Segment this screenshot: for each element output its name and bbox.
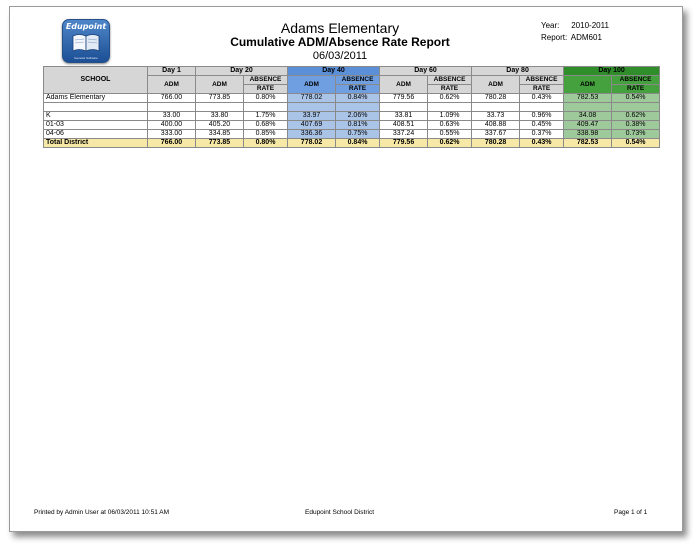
row-day60-adm: 337.24 — [380, 130, 428, 139]
row-school — [44, 103, 148, 112]
row-school: K — [44, 112, 148, 121]
row-day60-rate — [428, 103, 472, 112]
row-day80-adm: 33.73 — [472, 112, 520, 121]
row-day60-rate: 1.09% — [428, 112, 472, 121]
row-day80-rate: 0.37% — [520, 130, 564, 139]
edupoint-logo — [62, 19, 110, 63]
table-row — [44, 112, 660, 121]
row-day100-adm: 34.08 — [564, 112, 612, 121]
adm-report-table — [43, 66, 660, 148]
school-name: Adams Elementary — [280, 20, 400, 36]
day-header-row — [44, 67, 660, 76]
row-day60-rate: 0.62% — [428, 94, 472, 103]
row-day100-adm — [564, 103, 612, 112]
book-icon — [72, 33, 100, 52]
day20-rate-header: RATE — [244, 85, 288, 94]
day40-adm-header: ADM — [288, 76, 336, 94]
total-day40-rate: 0.84% — [336, 139, 380, 148]
day40-rate-header: RATE — [336, 85, 380, 94]
report-page — [9, 6, 683, 532]
row-day100-adm: 338.98 — [564, 130, 612, 139]
row-day1-adm: 400.00 — [148, 121, 196, 130]
row-day1-adm: 766.00 — [148, 94, 196, 103]
row-day1-adm — [148, 103, 196, 112]
year-meta — [541, 21, 609, 30]
total-day20-adm: 773.85 — [196, 139, 244, 148]
row-day20-rate: 0.68% — [244, 121, 288, 130]
day20-absence-header: ABSENCE — [244, 76, 288, 85]
day1-header: Day 1 — [148, 67, 196, 76]
row-day20-adm: 773.85 — [196, 94, 244, 103]
row-day40-adm: 336.36 — [288, 130, 336, 139]
day20-adm-header: ADM — [196, 76, 244, 94]
logo-subtext: Genesis Software — [74, 56, 98, 60]
total-day40-adm: 778.02 — [288, 139, 336, 148]
report-meta — [541, 33, 602, 42]
row-day40-rate: 2.06% — [336, 112, 380, 121]
row-day20-rate: 1.75% — [244, 112, 288, 121]
printed-by-text: Printed by Admin User at 06/03/2011 10:51 AM — [34, 509, 170, 516]
row-school: 01-03 — [44, 121, 148, 130]
row-day1-adm: 333.00 — [148, 130, 196, 139]
row-day40-rate — [336, 103, 380, 112]
row-day100-adm: 782.53 — [564, 94, 612, 103]
row-day80-adm: 337.67 — [472, 130, 520, 139]
total-district-row — [44, 139, 660, 148]
row-day40-rate: 0.81% — [336, 121, 380, 130]
row-day60-adm: 779.56 — [380, 94, 428, 103]
day20-header: Day 20 — [196, 67, 288, 76]
total-day60-rate: 0.62% — [428, 139, 472, 148]
row-day80-adm — [472, 103, 520, 112]
total-label: Total District — [44, 139, 148, 148]
row-day60-rate: 0.63% — [428, 121, 472, 130]
row-day80-rate: 0.45% — [520, 121, 564, 130]
row-day40-adm — [288, 103, 336, 112]
row-day80-adm: 408.88 — [472, 121, 520, 130]
row-day20-adm: 334.85 — [196, 130, 244, 139]
row-day40-adm: 407.69 — [288, 121, 336, 130]
year-label: Year: — [541, 21, 560, 30]
row-day40-rate: 0.75% — [336, 130, 380, 139]
row-day40-adm: 778.02 — [288, 94, 336, 103]
day40-absence-header: ABSENCE — [336, 76, 380, 85]
day100-rate-header: RATE — [612, 85, 660, 94]
row-day100-rate: 0.73% — [612, 130, 660, 139]
row-day80-adm: 780.28 — [472, 94, 520, 103]
district-name: Edupoint School District — [305, 509, 375, 516]
table-row — [44, 94, 660, 103]
row-day100-rate: 0.62% — [612, 112, 660, 121]
total-day60-adm: 779.56 — [380, 139, 428, 148]
day60-rate-header: RATE — [428, 85, 472, 94]
report-title: Cumulative ADM/Absence Rate Report — [230, 35, 450, 49]
row-day20-adm: 405.20 — [196, 121, 244, 130]
row-day1-adm: 33.00 — [148, 112, 196, 121]
total-day1-adm: 766.00 — [148, 139, 196, 148]
row-day20-adm — [196, 103, 244, 112]
day60-header: Day 60 — [380, 67, 472, 76]
row-school: 04-06 — [44, 130, 148, 139]
row-day100-rate: 0.54% — [612, 94, 660, 103]
day60-absence-header: ABSENCE — [428, 76, 472, 85]
report-label: Report: — [541, 33, 568, 42]
row-school: Adams Elementary — [44, 94, 148, 103]
year-value: 2010-2011 — [571, 21, 609, 30]
day80-rate-header: RATE — [520, 85, 564, 94]
day1-adm-header: ADM — [148, 76, 196, 94]
table-row — [44, 121, 660, 130]
table-row — [44, 130, 660, 139]
row-day40-rate: 0.84% — [336, 94, 380, 103]
total-day80-adm: 780.28 — [472, 139, 520, 148]
day80-header: Day 80 — [472, 67, 564, 76]
school-column-header: SCHOOL — [44, 67, 148, 94]
day100-adm-header: ADM — [564, 76, 612, 94]
row-day60-adm: 408.51 — [380, 121, 428, 130]
total-day20-rate: 0.80% — [244, 139, 288, 148]
row-day100-rate: 0.38% — [612, 121, 660, 130]
day80-adm-header: ADM — [472, 76, 520, 94]
day100-absence-header: ABSENCE — [612, 76, 660, 85]
report-date: 06/03/2011 — [312, 50, 368, 62]
row-day80-rate — [520, 103, 564, 112]
row-day20-adm: 33.80 — [196, 112, 244, 121]
row-day80-rate: 0.96% — [520, 112, 564, 121]
report-code: ADM601 — [570, 33, 602, 42]
row-day80-rate: 0.43% — [520, 94, 564, 103]
row-day60-adm — [380, 103, 428, 112]
logo-text: Edupoint — [65, 22, 107, 31]
row-day20-rate: 0.85% — [244, 130, 288, 139]
page-number: Page 1 of 1 — [614, 509, 648, 516]
row-day100-adm: 409.47 — [564, 121, 612, 130]
total-day80-rate: 0.43% — [520, 139, 564, 148]
row-day100-rate — [612, 103, 660, 112]
row-day40-adm: 33.97 — [288, 112, 336, 121]
row-day60-adm: 33.81 — [380, 112, 428, 121]
day60-adm-header: ADM — [380, 76, 428, 94]
total-day100-adm: 782.53 — [564, 139, 612, 148]
day100-header: Day 100 — [564, 67, 660, 76]
row-day60-rate: 0.55% — [428, 130, 472, 139]
day80-absence-header: ABSENCE — [520, 76, 564, 85]
table-row-blank — [44, 103, 660, 112]
day40-header: Day 40 — [288, 67, 380, 76]
row-day20-rate — [244, 103, 288, 112]
total-day100-rate: 0.54% — [612, 139, 660, 148]
row-day20-rate: 0.80% — [244, 94, 288, 103]
